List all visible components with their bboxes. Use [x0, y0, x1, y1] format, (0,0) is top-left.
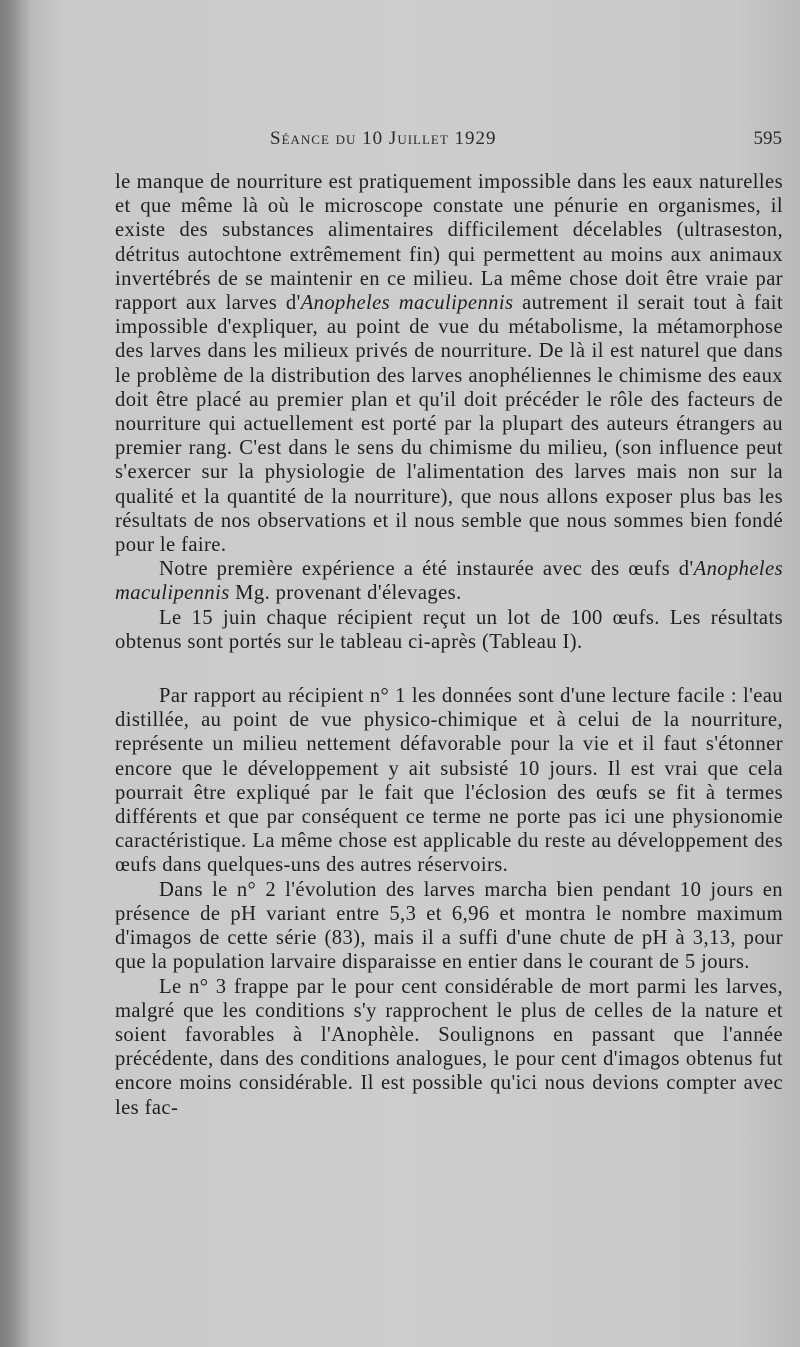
page-number: 595 — [753, 128, 782, 149]
paragraph-5 — [115, 878, 783, 975]
text-segment: Par rapport au récipient n° 1 les données sont d'une lecture facile : l'eau distillée, au point de vue physico-chimique et à celui de la nourriture, représente un milieu nettement défavorable pour la vie et il faut s'étonner encore que le développement y ait subsisté 10 jours. Il est vrai que cela pourrait être expliqué par le fait que l'éclosion des œufs se fit à termes différents et que par conséquent ce terme ne porte pas ici une physionomie caractéristique. La même chose est applicable du reste au développement des œufs dans quelques-uns des autres réservoirs. — [115, 685, 783, 877]
text-segment: autrement il serait tout à fait impossible d'expliquer, au point de vue du métabolisme, la métamorphose des larves dans les milieux privés de nourriture. De là il est naturel que dans le problème de la distribution des larves anophéliennes le chimisme des eaux doit être placé au premier plan et qu'il doit précéder le rôle des facteurs de nourriture qui actuellement est porté par la plupart des auteurs étrangers au premier rang. C'est dans le sens du chimisme du milieu, (son influence peut s'exercer sur la physiologie de l'alimentation des larves mais non sur la qualité et la quantité de la nourriture), que nous allons exposer plus bas les résultats de nos observations et il nous semble que nous sommes bien fondé pour le faire. — [115, 292, 783, 557]
paragraph-1 — [115, 170, 783, 557]
paragraph-4 — [115, 684, 783, 878]
text-segment: Dans le n° 2 l'évolution des larves marcha bien pendant 10 jours en présence de pH variant entre 5,3 et 6,96 et montra le nombre maximum d'imagos de cette série (83), mais il a suffi d'une chute de pH à 3,13, pour que la population larvaire disparaisse en entier dans le courant de 5 jours. — [115, 878, 783, 974]
species-name: Anopheles maculipennis — [300, 292, 514, 315]
species-name: Anopheles maculipennis — [115, 558, 783, 605]
page-header — [170, 128, 790, 164]
paragraph-6 — [115, 975, 783, 1120]
running-head: Séance du 10 Juillet 1929 — [270, 128, 497, 149]
text-segment: Le n° 3 frappe par le pour cent considérable de mort parmi les larves, malgré que les conditions s'y rapprochent le plus de celles de la nature et soient favorables à l'Anophèle. Soulignons en passant que l'année précédente, dans des conditions analogues, le pour cent d'imagos obtenus fut encore moins considérable. Il est possible qu'ici nous devions compter avec les fac- — [115, 975, 783, 1119]
text-segment: Le 15 juin chaque récipient reçut un lot de 100 œufs. Les résultats obtenus sont portés sur le tableau ci-après (Tableau I). — [115, 606, 783, 653]
body-text — [115, 170, 783, 1120]
text-segment: Mg. provenant d'élevages. — [229, 582, 462, 605]
text-segment: Notre première expérience a été instaurée avec des œufs d' — [159, 558, 694, 581]
paragraph-2 — [115, 557, 783, 605]
paragraph-3 — [115, 606, 783, 654]
text-segment: le manque de nourriture est pratiquement impossible dans les eaux naturelles et que même là où le microscope constate une pénurie en organismes, il existe des substances alimentaires difficilement décelables (ultraseston, détritus autochtone extrêmement fin) qui permettent au moins aux animaux invertébrés de se maintenir en ce milieu. La même chose doit être vraie par rapport aux larves d' — [115, 171, 783, 315]
